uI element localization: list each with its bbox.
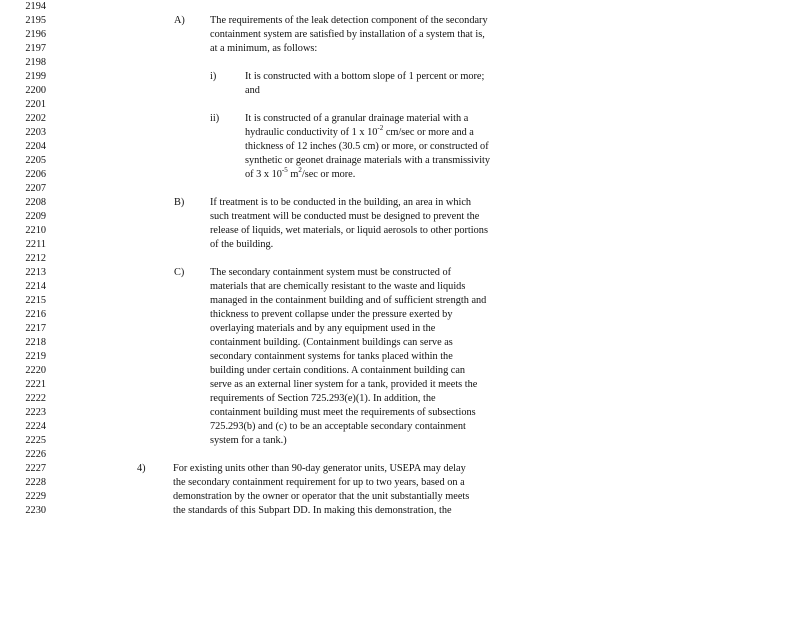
exponent: -2 — [377, 123, 384, 132]
line-number: 2194 — [25, 1, 46, 12]
paragraph-c-label: C) — [174, 267, 185, 278]
paragraph-c-line: containment building. (Containment buildings can serve as — [210, 337, 453, 348]
paragraph-a-line: The requirements of the leak detection component of the secondary — [210, 15, 488, 26]
paragraph-b-line: If treatment is to be conducted in the building, an area in which — [210, 197, 472, 208]
paragraph-b-line: release of liquids, wet materials, or liquid aerosols to other portions — [210, 225, 488, 236]
paragraph-4-line: demonstration by the owner or operator that the unit substantially meets — [173, 491, 470, 502]
paragraph-c-line: 725.293(b) and (c) to be an acceptable secondary containment — [210, 421, 466, 432]
paragraph-c-line: managed in the containment building and of sufficient strength and — [210, 295, 487, 306]
line-number: 2209 — [25, 211, 46, 222]
line-number: 2218 — [25, 337, 46, 348]
line-number: 2215 — [25, 295, 46, 306]
exponent: 2 — [298, 165, 302, 174]
line-number: 2206 — [25, 169, 46, 180]
paragraph-c-line: requirements of Section 725.293(e)(1). In addition, the — [210, 393, 436, 404]
line-number: 2228 — [25, 477, 46, 488]
paragraph-4-line: the secondary containment requirement for up to two years, based on a — [173, 477, 465, 488]
line-number: 2225 — [25, 435, 46, 446]
line-number: 2219 — [25, 351, 46, 362]
line-number: 2220 — [25, 365, 46, 376]
line-number: 2216 — [25, 309, 46, 320]
line-number: 2204 — [25, 141, 46, 152]
item-i-line: It is constructed with a bottom slope of 1 percent or more; — [245, 71, 485, 82]
line-number: 2224 — [25, 421, 46, 432]
line-number: 2200 — [25, 85, 46, 96]
item-ii-line: thickness of 12 inches (30.5 cm) or more, or constructed of — [245, 141, 489, 152]
line-number: 2207 — [25, 183, 46, 194]
line-number: 2217 — [25, 323, 46, 334]
item-ii-line: It is constructed of a granular drainage material with a — [245, 113, 469, 124]
line-number: 2197 — [25, 43, 46, 54]
line-number: 2201 — [25, 99, 46, 110]
item-ii-line: synthetic or geonet drainage materials with a transmissivity — [245, 155, 491, 166]
paragraph-a-label: A) — [174, 15, 185, 26]
line-number: 2223 — [25, 407, 46, 418]
paragraph-4-label: 4) — [137, 463, 146, 474]
paragraph-b-line: of the building. — [210, 239, 274, 250]
line-number: 2198 — [25, 57, 46, 68]
line-number: 2213 — [25, 267, 46, 278]
paragraph-b-line: such treatment will be conducted must be designed to prevent the — [210, 211, 480, 222]
item-i-line: and — [245, 85, 260, 96]
paragraph-c-line: building under certain conditions. A containment building can — [210, 365, 466, 376]
line-number: 2227 — [25, 463, 46, 474]
line-number: 2226 — [25, 449, 46, 460]
item-ii-line: hydraulic conductivity of 1 x $10^{-2}$ cm/sec or more and a — [245, 123, 474, 138]
line-number: 2199 — [25, 71, 46, 82]
line-number: 2203 — [25, 127, 46, 138]
paragraph-c-line: materials that are chemically resistant to the waste and liquids — [210, 281, 466, 292]
item-ii-line: of 3 x $10^{-5}$ $m^2/\sec$ or more. — [245, 165, 356, 180]
paragraph-a-line: containment system are satisfied by installation of a system that is, — [210, 29, 485, 40]
paragraph-c-line: serve as an external liner system for a tank, provided it meets the — [210, 379, 478, 390]
paragraph-c-line: secondary containment systems for tanks placed within the — [210, 351, 453, 362]
exponent: -5 — [281, 165, 288, 174]
paragraph-c-line: thickness to prevent collapse under the pressure exerted by — [210, 309, 453, 320]
paragraph-c-line: system for a tank.) — [210, 435, 287, 446]
line-number: 2221 — [25, 379, 46, 390]
paragraph-c-line: overlaying materials and by any equipment used in the — [210, 323, 436, 334]
line-number: 2211 — [25, 239, 46, 250]
paragraph-b-label: B) — [174, 197, 185, 208]
paragraph-a-line: at a minimum, as follows: — [210, 43, 318, 54]
line-number: 2196 — [25, 29, 46, 40]
line-number: 2214 — [25, 281, 46, 292]
line-number: 2210 — [25, 225, 46, 236]
line-number: 2195 — [25, 15, 46, 26]
paragraph-c-line: containment building must meet the requirements of subsections — [210, 407, 476, 418]
item-ii-label: ii) — [210, 113, 220, 124]
line-number: 2230 — [25, 505, 46, 516]
paragraph-4-line: the standards of this Subpart DD. In making this demonstration, the — [173, 505, 452, 516]
line-number: 2202 — [25, 113, 46, 124]
item-i-label: i) — [210, 71, 217, 82]
paragraph-c-line: The secondary containment system must be constructed of — [210, 267, 452, 278]
line-number: 2212 — [25, 253, 46, 264]
line-number: 2208 — [25, 197, 46, 208]
paragraph-4-line: For existing units other than 90-day generator units, USEPA may delay — [173, 463, 466, 474]
line-number: 2205 — [25, 155, 46, 166]
line-number: 2229 — [25, 491, 46, 502]
line-number: 2222 — [25, 393, 46, 404]
